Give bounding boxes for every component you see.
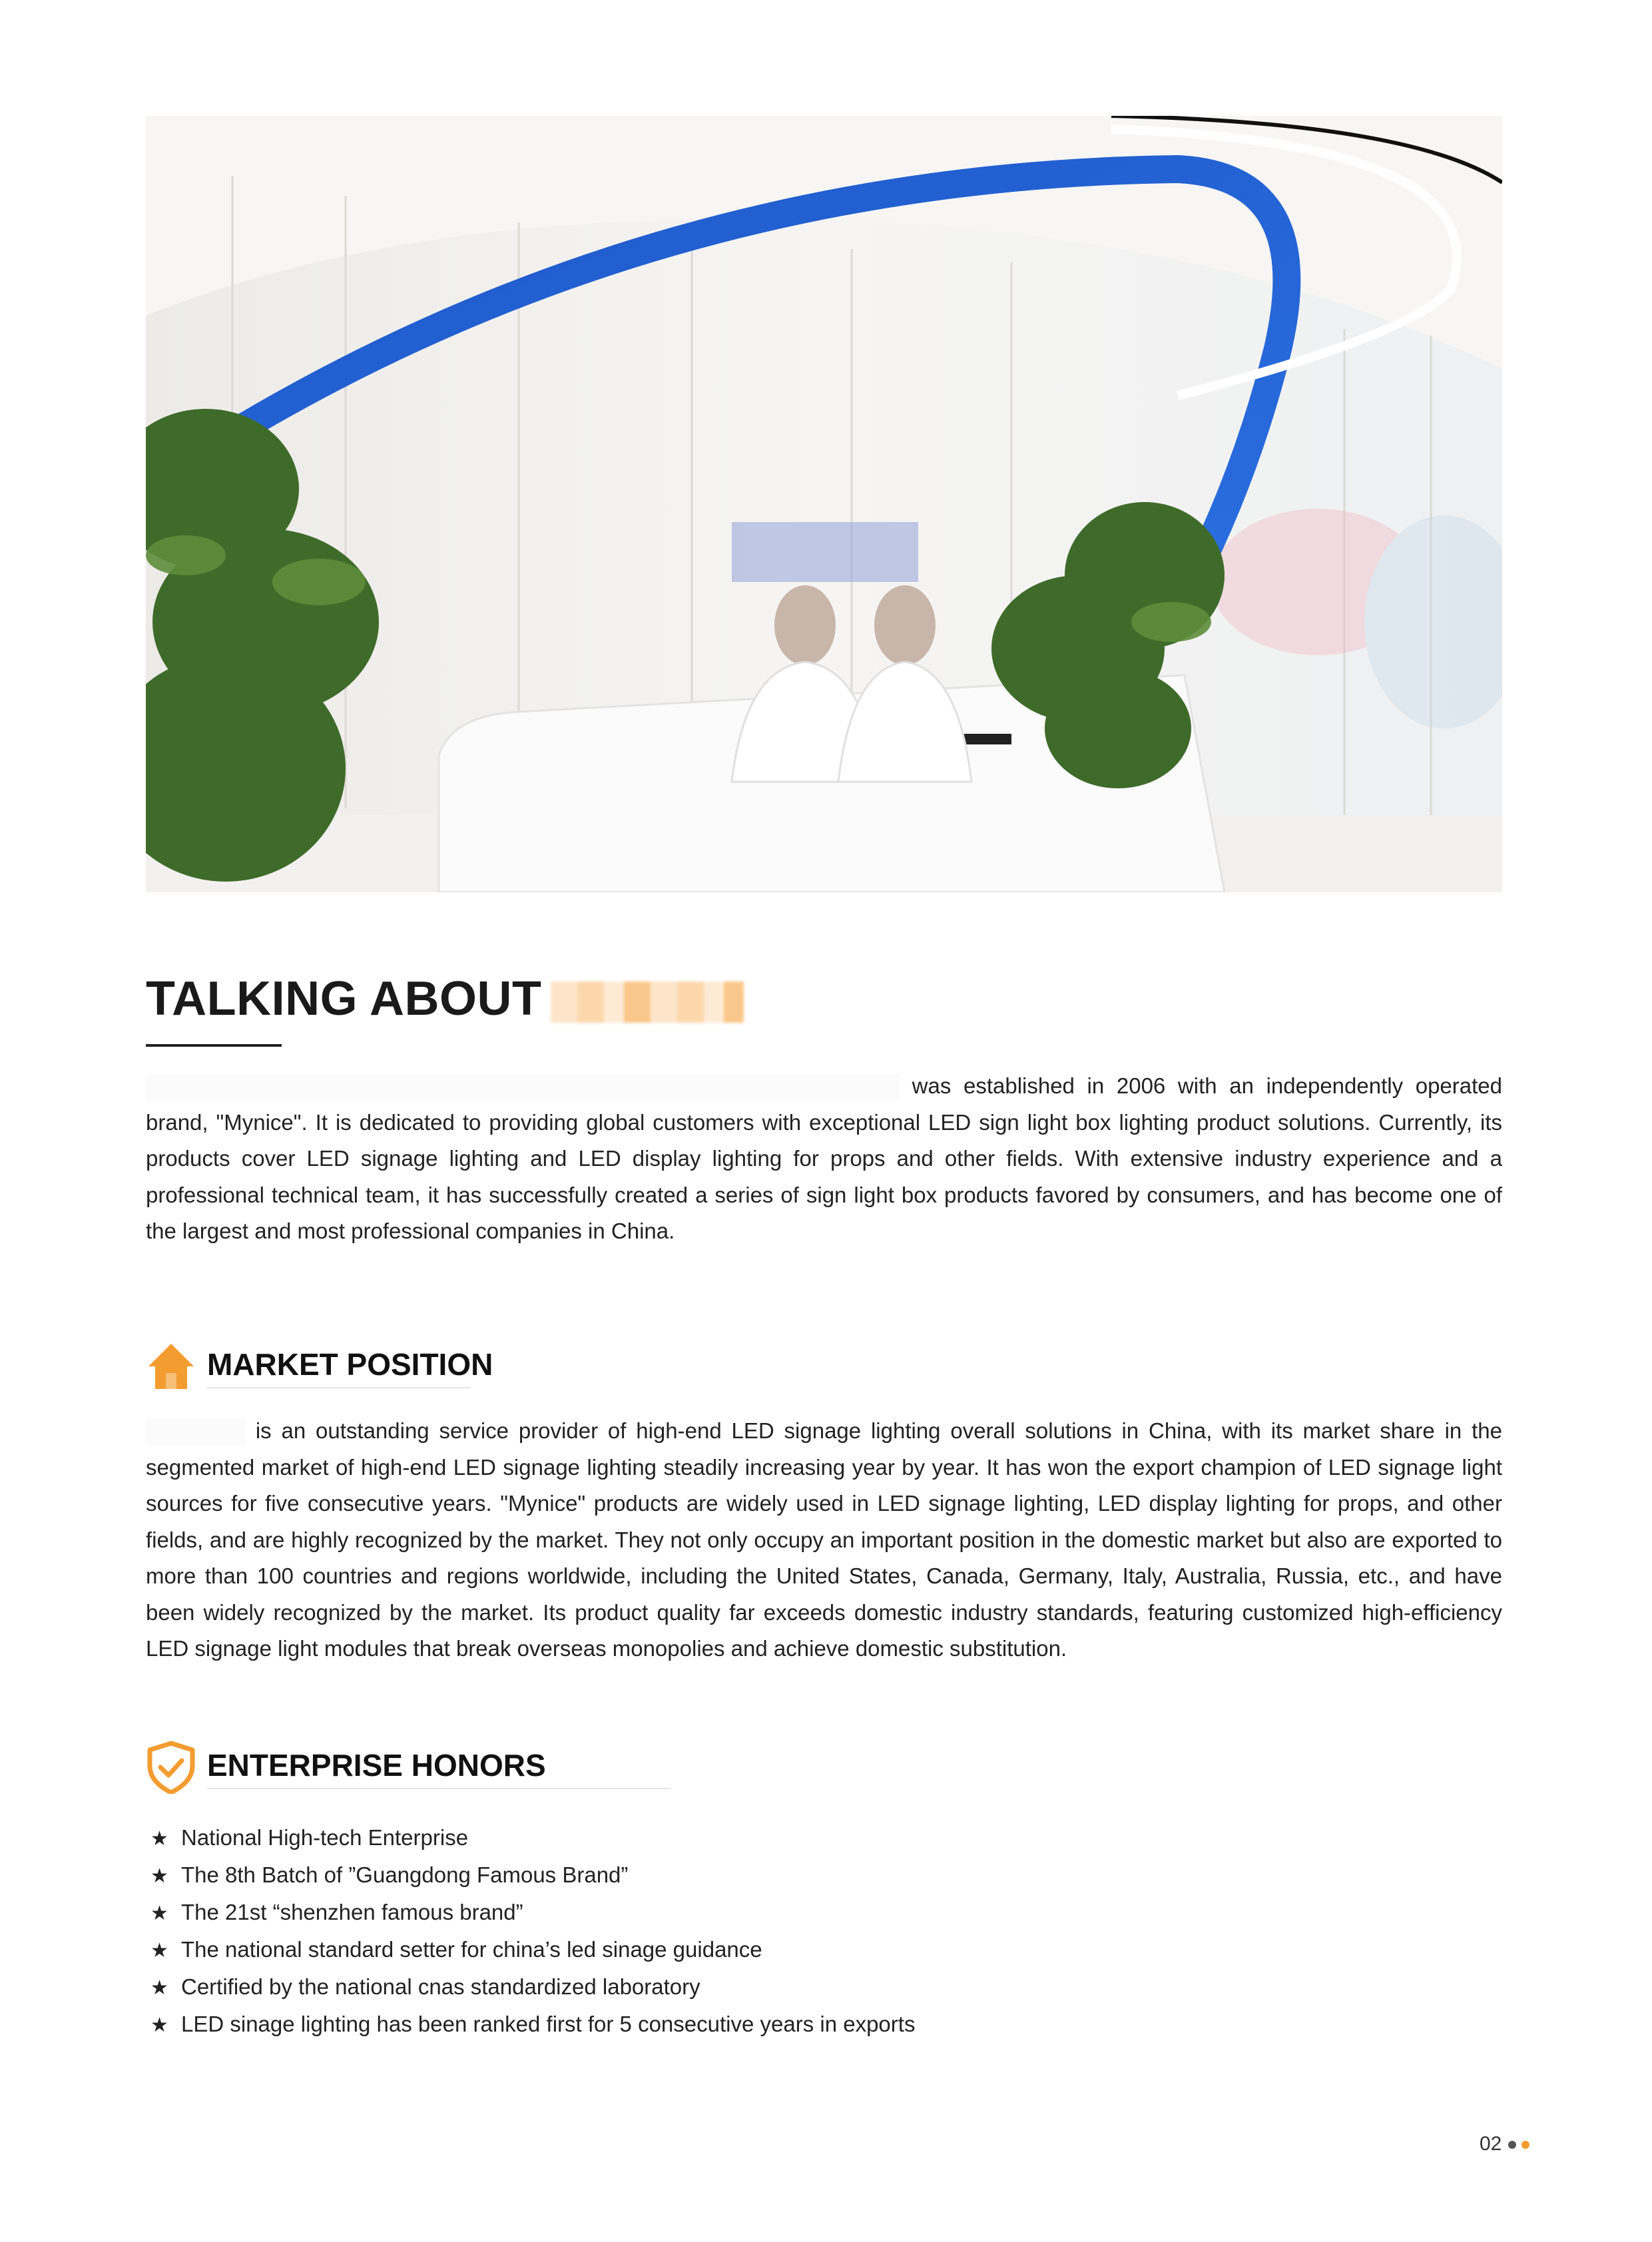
redacted-company-name: [146, 1419, 246, 1446]
honor-text: LED sinage lighting has been ranked first for 5 consecutive years in exports: [181, 2012, 916, 2036]
honors-section-header: [146, 1741, 745, 1794]
honors-list: [150, 1820, 915, 2044]
redacted-company-name: [146, 1074, 900, 1101]
market-title-rule: [207, 1387, 470, 1388]
honor-text: National High-tech Enterprise: [181, 1825, 469, 1850]
shield-check-icon: [146, 1741, 196, 1794]
honor-item: [150, 1932, 915, 1969]
honor-item: [150, 1894, 915, 1932]
about-title: TALKING ABOUT: [146, 972, 542, 1025]
star-bullet: ★: [150, 1977, 168, 1999]
about-para-rest: brand, "Mynice". It is dedicated to providing global customers with exceptional LED sign light box lighting product solutions. Currently, its products cover LED signage lighting and LED display lighting for props and other fields. With extensive industry experience and a professional technical team, it has successfully created a series of sign light box products favored by consumers, and has become one of the largest and most professional companies in China.: [146, 1109, 1502, 1243]
market-paragraph: [146, 1413, 1502, 1667]
about-para-prefix: was established in 2006 with an independently operated: [912, 1073, 1502, 1098]
about-heading: [146, 969, 744, 1029]
reception-lobby-illustration: [146, 116, 1502, 892]
page-number: 02: [1480, 2133, 1502, 2155]
house-icon: [146, 1340, 196, 1393]
star-bullet: ★: [150, 1865, 168, 1887]
market-para: is an outstanding service provider of high-end LED signage lighting overall solutions in China, with its market share in the segmented market of high-end LED signage lighting steadily increasing year by year. It has won the export champion of LED signage light sources for five consecutive years. "Mynice" products are widely used in LED signage lighting, LED display lighting for props, and other fields, and are highly recognized by the market. They not only occupy an important position in the domestic market but also are exported to more than 100 countries and regions worldwide, including the United States, Canada, Germany, Italy, Australia, Russia, etc., and have been widely recognized by the market. Its product quality far exceeds domestic industry standards, featuring customized high-efficiency LED signage light modules that break overseas monopolies and achieve domestic substitution.: [146, 1418, 1502, 1661]
honor-text: The 21st “shenzhen famous brand”: [181, 1900, 523, 1924]
star-bullet: ★: [150, 1940, 168, 1962]
honor-text: The national standard setter for china’s led sinage guidance: [181, 1937, 762, 1962]
hero-photo: [146, 116, 1502, 892]
market-section-header: [146, 1340, 612, 1393]
star-bullet: ★: [150, 2014, 168, 2036]
honor-text: Certified by the national cnas standardized laboratory: [181, 1974, 700, 1999]
honor-item: [150, 1857, 915, 1894]
honor-text: The 8th Batch of ”Guangdong Famous Brand”: [181, 1862, 629, 1887]
about-paragraph: [146, 1068, 1502, 1250]
honor-item: [150, 1820, 915, 1857]
pager-dot: [1508, 2141, 1516, 2149]
honors-title-rule: [207, 1788, 671, 1789]
star-bullet: ★: [150, 1828, 168, 1850]
star-bullet: ★: [150, 1902, 168, 1924]
pager-dot-accent: [1521, 2141, 1529, 2149]
honor-item: [150, 2006, 915, 2044]
heading-underline: [146, 1044, 282, 1047]
redacted-company-name: [551, 981, 744, 1023]
market-title: MARKET POSITION: [207, 1347, 493, 1382]
honor-item: [150, 1969, 915, 2006]
page-indicator: [1480, 2133, 1529, 2155]
honors-title: ENTERPRISE HONORS: [207, 1748, 546, 1783]
